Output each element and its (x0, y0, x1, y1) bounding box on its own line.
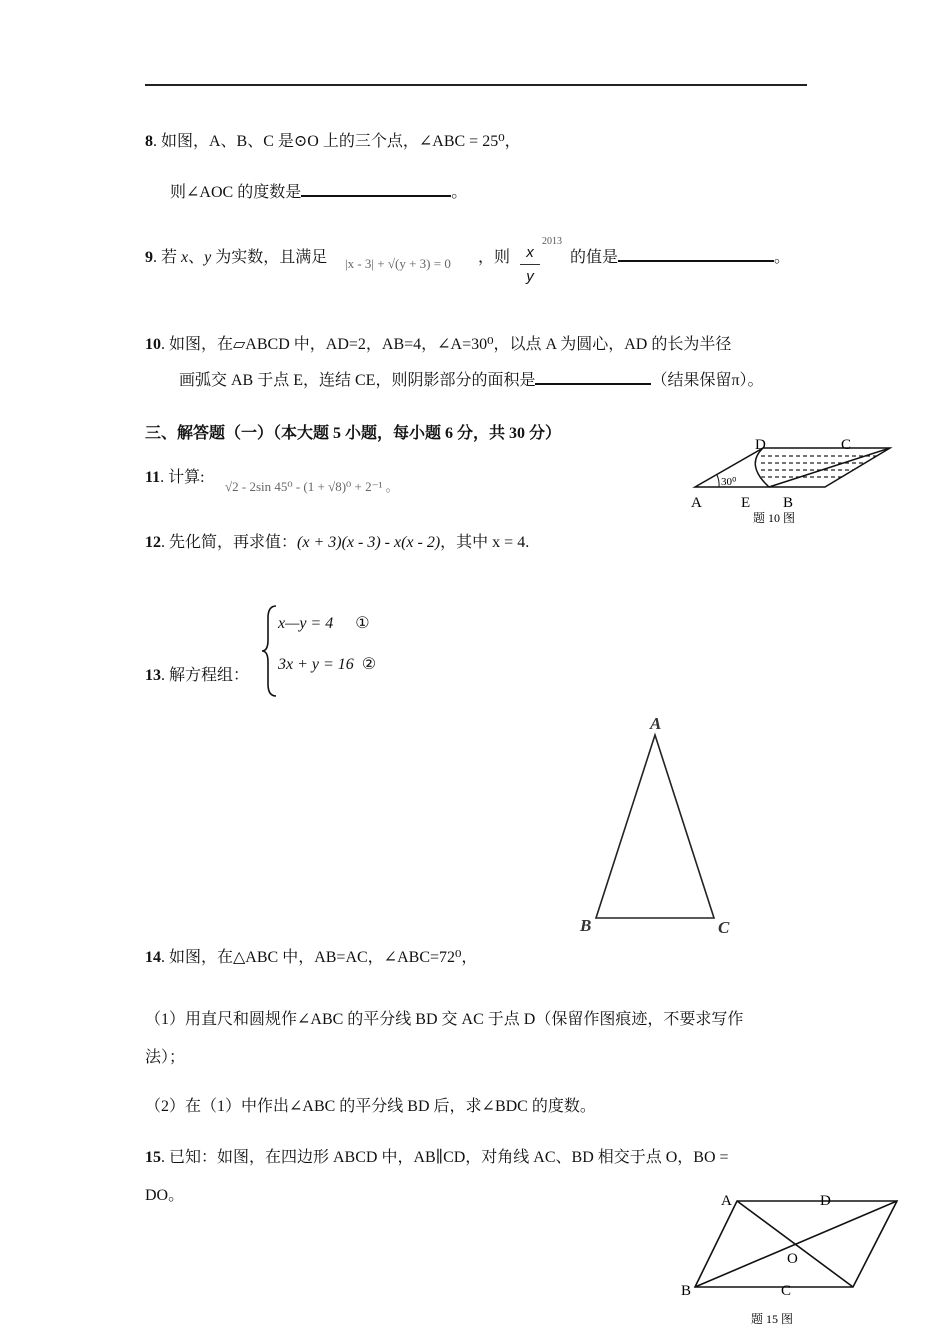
variable-y: y (204, 249, 212, 266)
fraction-numerator: x (526, 244, 534, 261)
question-8-line2 (170, 179, 467, 202)
label-a: A (650, 714, 662, 733)
question-text: . 解方程组： (161, 667, 250, 684)
question-number: 15 (145, 1149, 161, 1166)
question-14-part1: （1）用直尺和圆规作∠ABC 的平分线 BD 交 AC 于点 D（保留作图痕迹，不要求写作 (145, 1011, 744, 1028)
question-13 (145, 662, 249, 685)
label-c: C (841, 437, 852, 453)
label-c: C (781, 1283, 792, 1299)
answer-blank[interactable] (301, 181, 451, 197)
question-text: 画弧交 AB 于点 E，连结 CE，则阴影部分的面积是 (179, 372, 536, 389)
figure-15 (675, 1185, 905, 1335)
equation-mark: ① (355, 615, 370, 632)
question-12 (145, 529, 529, 552)
fraction-denominator: y (526, 268, 534, 285)
label-b: B (580, 916, 592, 935)
question-number: 13 (145, 667, 161, 684)
question-number: 10 (145, 336, 161, 353)
segment-ce (769, 448, 890, 487)
question-number: 11 (145, 469, 161, 486)
question-8 (145, 128, 521, 151)
question-15-line2: DO。 (145, 1187, 185, 1204)
equation-text: 3x + y = 16 (278, 656, 354, 673)
question-14-part2: （2）在（1）中作出∠ABC 的平分线 BD 后，求∠BDC 的度数。 (145, 1098, 596, 1115)
header-rule (145, 84, 807, 86)
figure-14-triangle (570, 705, 750, 943)
shaded-region (761, 456, 889, 477)
question-text: . 如图，在▱ABCD 中，AD=2，AB=4，∠A=30⁰，以点 A 为圆心，AD 的长为半径 (161, 336, 732, 353)
label-d: D (820, 1193, 831, 1209)
label-c: C (718, 918, 730, 937)
punctuation: 。 (451, 184, 468, 201)
question-text: . 若 (153, 249, 182, 266)
fraction (520, 244, 540, 285)
equation-mark: ② (361, 656, 377, 673)
simplify-formula: (x + 3)(x - 3) - x(x - 2) (297, 534, 441, 551)
label-e: E (741, 495, 751, 511)
equation-1 (278, 613, 370, 633)
question-11 (145, 464, 205, 487)
question-text: 为实数，且满足 (211, 249, 328, 266)
label-b: B (783, 495, 794, 511)
label-b: B (681, 1283, 692, 1299)
angle-mark (717, 475, 719, 487)
question-text: 则∠AOC 的度数是 (170, 184, 302, 201)
answer-blank[interactable] (535, 369, 651, 385)
question-9-tail (570, 244, 790, 267)
arc (755, 448, 769, 487)
punctuation: 。 (774, 249, 791, 266)
question-text: . 先化简，再求值： (161, 534, 298, 551)
question-text: . 如图，A、B、C 是⊙O 上的三个点，∠ABC = 25⁰， (153, 133, 521, 150)
label-a: A (691, 495, 702, 511)
question-14 (145, 944, 477, 967)
label-d: D (755, 437, 766, 453)
triangle-abc (596, 735, 714, 918)
equation-text: x—y = 4 (278, 615, 334, 632)
question-9 (145, 244, 327, 267)
question-15 (145, 1144, 729, 1167)
question-text: . 已知：如图，在四边形 ABCD 中，AB∥CD，对角线 AC、BD 相交于点 O，BO = (161, 1149, 729, 1166)
label-o: O (787, 1251, 798, 1267)
exponent: 2013 (542, 236, 562, 247)
equation-2 (278, 654, 376, 674)
question-text: 的值是 (570, 249, 619, 266)
punctuation: （结果保留π）。 (651, 372, 764, 389)
condition-formula: |x - 3| + √(y + 3) = 0 (345, 256, 451, 271)
question-text: . 计算: (160, 469, 205, 486)
label-a: A (721, 1193, 732, 1209)
diagonal-bd (695, 1201, 897, 1287)
variable-x: x (181, 249, 189, 266)
answer-blank[interactable] (618, 246, 774, 262)
figure-caption: 题 10 图 (753, 511, 796, 525)
calc-formula: √2 - 2sin 45⁰ - (1 + √8)⁰ + 2⁻¹ 。 (225, 479, 399, 494)
separator: 、 (188, 249, 205, 266)
system-brace (260, 602, 280, 700)
question-number: 14 (145, 949, 161, 966)
question-text: ，其中 x = 4. (440, 534, 530, 551)
angle-label: 30⁰ (721, 476, 737, 488)
question-9-then: ，则 (478, 249, 511, 266)
question-text: . 如图，在△ABC 中，AB=AC，∠ABC=72⁰， (161, 949, 478, 966)
question-10 (145, 331, 731, 354)
figure-caption: 题 15 图 (751, 1312, 794, 1326)
figure-10 (685, 435, 900, 527)
question-number: 12 (145, 534, 161, 551)
question-10-line2 (179, 367, 764, 390)
question-number: 9 (145, 249, 153, 266)
question-number: 8 (145, 133, 153, 150)
section-title: 三、解答题（一）（本大题 5 小题，每小题 6 分，共 30 分） (145, 425, 562, 442)
question-14-part1-cont: 法）； (145, 1049, 186, 1066)
